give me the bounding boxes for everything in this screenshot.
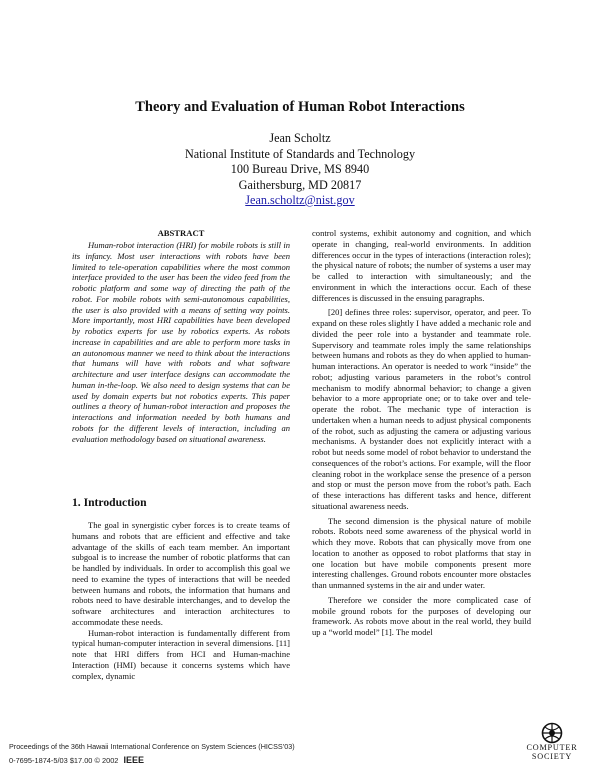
author-affiliation: National Institute of Standards and Technology: [184, 146, 416, 161]
author-block: [0, 131, 600, 209]
logo-text-society: SOCIETY: [531, 751, 573, 761]
right-paragraph-3: The second dimension is the physical nature of mobile robots. Robots need some awareness of the physical world in which they move. Robots that can physically move from one location to another as opposed to robot platforms that stay in one location but have mobile components present more interesting challenges. Ground robots encounter more obstacles than unmanned systems in the air and under water.: [312, 515, 531, 590]
author-name: Jean Scholtz: [269, 131, 331, 145]
right-paragraph-1: control systems, exhibit autonomy and cognition, and which operate in changing, real-world environments. In addition differences occur in the types of interactions (interaction roles); the physical nature of robots; the number of systems a user may be called to interaction with simultaneously; and the environment in which the interactions occur. Each of these differences is discussed in the ensuing paragraphs.: [312, 228, 531, 303]
computer-society-logo: [517, 722, 587, 770]
footer-proceedings: Proceedings of the 36th Hawaii International Conference on System Sciences (HICSS’03): [9, 742, 295, 751]
footer-isbn-line: [9, 755, 144, 765]
author-email-link[interactable]: Jean.scholtz@nist.gov: [245, 193, 355, 207]
introduction-heading: 1. Introduction: [72, 496, 147, 509]
footer-isbn: 0-7695-1874-5/03 $17.00 © 2002: [9, 756, 119, 765]
right-paragraph-2: [20] defines three roles: supervisor, operator, and peer. To expand on these roles slightly I have added a mechanic role and divided the peer role into a bystander and teammate role. Supervisory and teammate roles imply the same relationships between humans and robots as they do when applied to human-human interactions. An operator is needed to work “inside” the robot; adjusting various parameters in the robot’s control mechanism to modify abnormal behavior; to change a given behavior to a more appropriate one; or to take over and tele-operate the robot. The mechanic type of interaction is undertaken when a human needs to adjust physical components of the robot, such as adjusting the camera or adjusting various mechanisms. A bystander does not explicitly interact with a robot but needs some model of robot behavior to understand the consequences of the robot’s actions. For example, will the floor cleaning robot in the workplace sense the presence of a person and stop or must the person move from the robot’s path. Each of these interactions has different tasks and hence, different situational awareness needs.: [312, 307, 531, 511]
author-address-line1: 100 Bureau Drive, MS 8940: [230, 162, 370, 176]
right-paragraph-4: Therefore we consider the more complicated case of mobile ground robots for the purposes of developing our framework. As robots move about in the real world, they build up a “world model” [1]. The model: [312, 594, 531, 637]
author-address-line2: Gaithersburg, MD 20817: [238, 177, 362, 192]
logo-text-computer: COMPUTER: [526, 743, 578, 752]
abstract-text: Human-robot interaction (HRI) for mobile robots is still in its infancy. Most user interactions with robots have been limited to tele-operation capabilities where the most common interface provided to the user has been the video feed from the robotic platform and some way of directing the path of the robot. For mobile robots with semi-autonomous capabilities, the user is also provided with a means of setting way points. More importantly, most HRI capabilities have been developed by robotics experts for use by robotics experts. As robots increase in capabilities and are able to perform more tasks in an autonomous manner we need to think about the interactions that humans will have with robots and what software architecture and user interface designs can accommodate the human in-the-loop. We also need to design systems that can be used by domain experts but not robotics experts. This paper outlines a theory of human-robot interaction and proposes the interactions and information needed by both humans and robots for the different levels of interaction, including an evaluation methodology based on situational awareness.: [72, 240, 290, 444]
intro-paragraph-1: The goal in synergistic cyber forces is to create teams of humans and robots that are efficient and effective and take advantage of the skills of each team member. An important subgoal is to increase the number of robotic platforms that can be handled by individuals. In order to accomplish this goal we need to examine the types of interactions that will be needed between humans and robots, the information that humans and robots need to have desirable interchanges, and to develop the software architectures and interaction architectures to accommodate these needs.: [72, 520, 290, 627]
abstract-heading: ABSTRACT: [157, 228, 205, 238]
right-column-body: [312, 228, 531, 638]
intro-paragraph-2: Human-robot interaction is fundamentally different from typical human-computer interaction in several dimensions. [11] note that HRI differs from HCI and Human-machine Interaction (HMI) because it concerns systems which have complex, dynamic: [72, 627, 290, 681]
ieee-logo: IEEE: [123, 755, 144, 765]
paper-title: Theory and Evaluation of Human Robot Interactions: [135, 99, 465, 115]
computer-society-emblem-icon: [540, 722, 564, 744]
introduction-body: [72, 520, 290, 681]
